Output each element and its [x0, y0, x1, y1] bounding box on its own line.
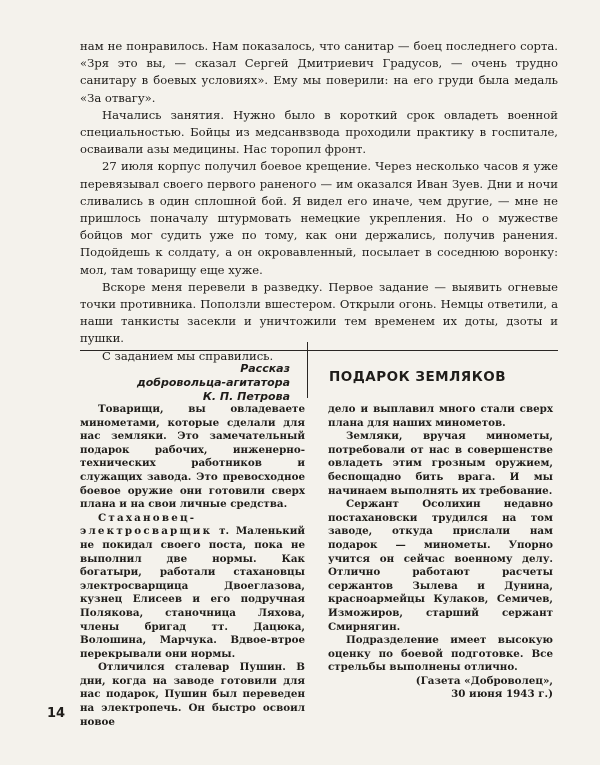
paragraph: Земляки, вручая минометы, потребовали от нас в совершенстве овладеть этим грозным оружием, беспощадно бить врага. И мы начинаем выполнять их требование.: [328, 430, 553, 497]
byline-line: добровольца-агитатора: [136, 376, 290, 389]
paragraph: Товарищи, вы овладеваете минометами, которые сделали для нас земляки. Это замечательный подарок рабочих, инженерно-технических работников и служащих завода. Это превосходное боевое оружие они готовили сверх плана и на свои личные средства.: [80, 403, 305, 511]
article-byline: [90, 362, 290, 404]
article-column-right: [328, 403, 553, 702]
source-citation: (Газета «Доброволец»,: [415, 674, 553, 687]
byline-author: К. П. Петрова: [202, 390, 290, 403]
article-column-left: [80, 403, 305, 729]
article-headline: ПОДАРОК ЗЕМЛЯКОВ: [329, 369, 507, 385]
byline-line: Рассказ: [240, 362, 290, 375]
page-number: 14: [47, 706, 66, 721]
paragraph-text: т. Маленький не покидал своего поста, пока не выполнил две нормы. Как богатыри, работали стахановцы электросварщица Двоеглазова, кузнец Елисеев и его подручная Полякова, станочница Ляхова, члены бригад тт. Дацюка, Волошина, Марчука. Вдвое-втрое перекрывали они нормы.: [80, 525, 305, 660]
paragraph: С заданием мы справились.: [102, 348, 274, 363]
paragraph: 27 июля корпус получил боевое крещение. Через несколько часов я уже перевязывал своего первого раненого — им оказался Иван Зуев. Дни и ночи сливались в один сплошной бой. Я видел его иначе, чем другие, — мне не пришлось поначалу штурмовать немецкие укрепления. Но о мужестве бойцов мог судить уже по тому, как они держались, получив ранения. Подойдешь к солдату, а он окровавленный, посылает в соседнюю воронку: мол, там товарищу еще хуже.: [80, 159, 558, 277]
spaced-emphasis: Стахановец-электросварщик: [80, 511, 213, 538]
paragraph: Начались занятия. Нужно было в короткий срок овладеть военной специальностью. Бойцы из медсанвзвода проходили практику в госпитале, осваивали азы медицины. Нас торопил фронт.: [80, 107, 558, 157]
paragraph: Сержант Осолихин недавно постахановски трудился на том заводе, откуда прислали нам подарок — минометы. Упорно учится он сейчас военному делу. Отлично работают расчеты сержантов Зылева и Дунина, красноармейцы Кулаков, Семичев, Изможиров, старший сержант Смирнягин.: [328, 498, 553, 633]
vertical-divider: [307, 342, 308, 398]
source-date: 30 июня 1943 г.): [451, 688, 553, 701]
paragraph: Подразделение имеет высокую оценку по боевой подготовке. Все стрельбы выполнены отлично.: [328, 634, 553, 674]
paragraph: [80, 512, 305, 662]
horizontal-divider: [80, 350, 558, 351]
paragraph: Отличился сталевар Пушин. В дни, когда на заводе готовили для нас подарок, Пушин был переведен на электропечь. Он быстро освоил новое: [80, 661, 305, 728]
paragraph: нам не понравилось. Нам показалось, что санитар — боец последнего сорта. «Зря это вы, — сказал Сергей Дмитриевич Градусов, — очень трудно санитару в боевых условиях». Ему мы поверили: на его груди была медаль «За отвагу».: [80, 39, 558, 105]
memoir-text: [80, 38, 558, 365]
paragraph: Вскоре меня перевели в разведку. Первое задание — выявить огневые точки противника. Поползли вшестером. Открыли огонь. Немцы ответили, а наши танкисты засекли и уничтожили тем временем их доты, дзоты и пушки.: [80, 279, 558, 346]
paragraph: дело и выплавил много стали сверх плана для наших минометов.: [328, 403, 553, 429]
